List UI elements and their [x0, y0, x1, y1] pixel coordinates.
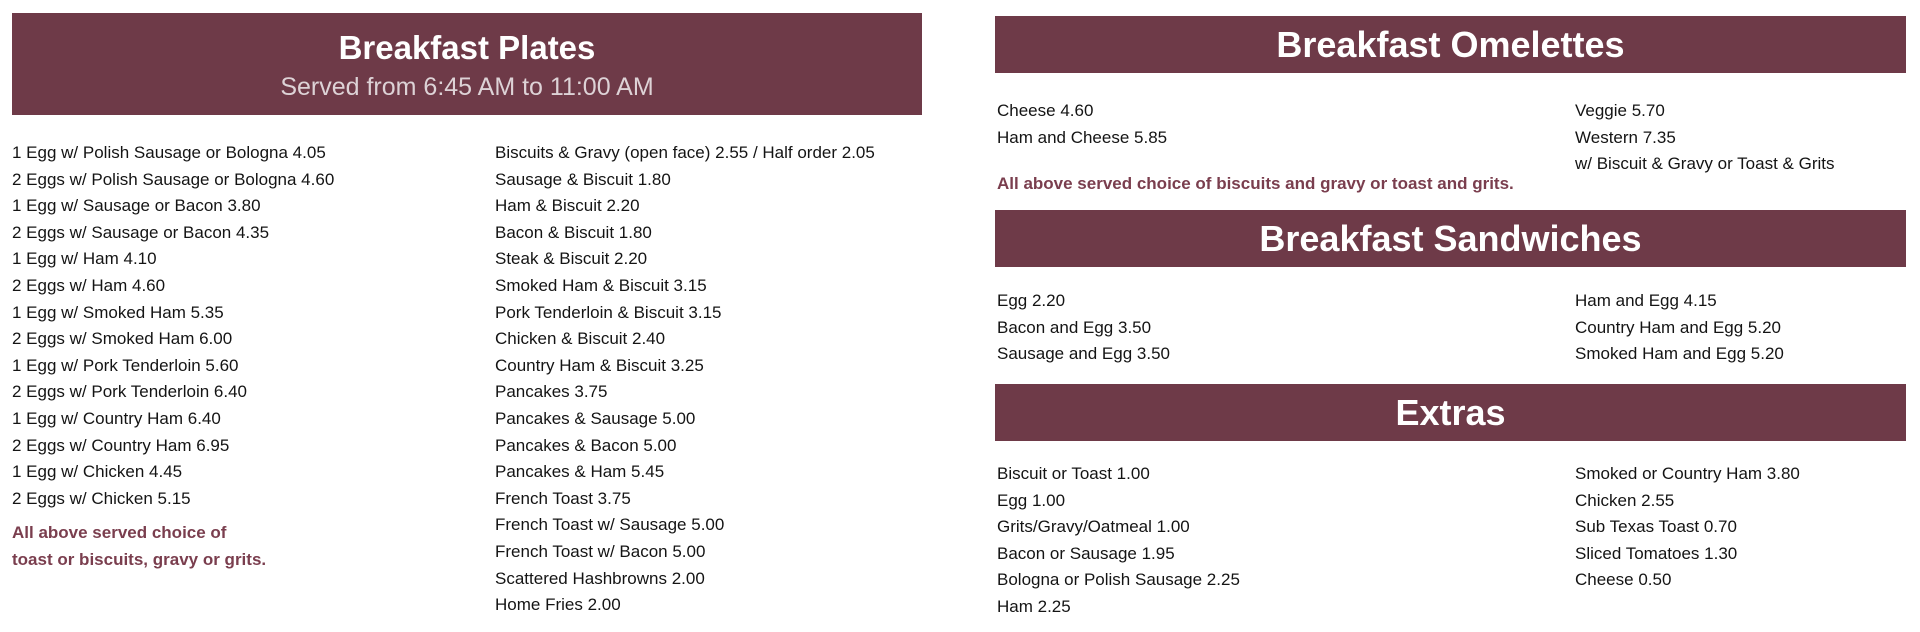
- sandwiches-column-2: [1575, 288, 1784, 368]
- menu-item: Sliced Tomatoes 1.30: [1575, 543, 1738, 563]
- menu-item: 2 Eggs w/ Chicken 5.15: [12, 488, 191, 508]
- breakfast-omelettes-title: Breakfast Omelettes: [1276, 24, 1625, 65]
- menu-item: 2 Eggs w/ Polish Sausage or Bologna 4.60: [12, 169, 335, 189]
- menu-item: 1 Egg w/ Smoked Ham 5.35: [12, 302, 224, 322]
- breakfast-plates-title: Breakfast Plates: [338, 29, 596, 66]
- menu-item: w/ Biscuit & Gravy or Toast & Grits: [1575, 154, 1835, 174]
- plates-column-2: [495, 140, 875, 619]
- breakfast-sandwiches-header-band: [995, 210, 1906, 267]
- menu-item: Egg 2.20: [997, 291, 1066, 310]
- menu-item: Western 7.35: [1575, 127, 1676, 147]
- menu-item: 1 Egg w/ Country Ham 6.40: [12, 408, 221, 428]
- menu-item: Chicken & Biscuit 2.40: [495, 329, 666, 349]
- menu-item: 2 Eggs w/ Pork Tenderloin 6.40: [12, 382, 247, 402]
- menu-item: French Toast 3.75: [495, 488, 631, 508]
- menu-item: Smoked Ham & Biscuit 3.15: [495, 275, 707, 295]
- menu-item: Home Fries 2.00: [495, 595, 621, 615]
- menu-item: 2 Eggs w/ Smoked Ham 6.00: [12, 329, 233, 349]
- menu-item: Pork Tenderloin & Biscuit 3.15: [495, 302, 722, 322]
- menu-item: Bacon & Biscuit 1.80: [495, 222, 652, 242]
- menu-item: Pancakes & Ham 5.45: [495, 462, 665, 482]
- extras-column-1: [997, 461, 1240, 621]
- plates-footnote-line-2: toast or biscuits, gravy or grits.: [12, 550, 267, 569]
- menu-item: Smoked Ham and Egg 5.20: [1575, 344, 1784, 364]
- menu-item: 2 Eggs w/ Ham 4.60: [12, 275, 166, 295]
- menu-item: Veggie 5.70: [1575, 101, 1665, 120]
- omelettes-column-1: [997, 98, 1167, 151]
- menu-item: 2 Eggs w/ Sausage or Bacon 4.35: [12, 222, 270, 242]
- menu-item: Sausage & Biscuit 1.80: [495, 169, 671, 189]
- menu-item: French Toast w/ Bacon 5.00: [495, 541, 706, 561]
- plates-column-1: [12, 140, 334, 512]
- plates-footnote: [12, 519, 266, 573]
- menu-item: Sub Texas Toast 0.70: [1575, 517, 1737, 537]
- menu-item: 2 Eggs w/ Country Ham 6.95: [12, 435, 230, 455]
- menu-item: Country Ham & Biscuit 3.25: [495, 355, 704, 375]
- menu-item: Scattered Hashbrowns 2.00: [495, 568, 705, 588]
- menu-item: Cheese 4.60: [997, 101, 1094, 120]
- menu-item: Egg 1.00: [997, 490, 1066, 510]
- menu-item: Bologna or Polish Sausage 2.25: [997, 570, 1240, 590]
- menu-item: Sausage and Egg 3.50: [997, 344, 1170, 364]
- menu-item: Bacon and Egg 3.50: [997, 317, 1152, 337]
- menu-item: Cheese 0.50: [1575, 570, 1672, 590]
- menu-item: Biscuits & Gravy (open face) 2.55 / Half order 2.05: [495, 143, 875, 162]
- menu-item: Ham & Biscuit 2.20: [495, 196, 640, 216]
- plates-footnote-line-1: All above served choice of: [12, 523, 227, 542]
- breakfast-plates-header-band: [12, 13, 922, 115]
- extras-header-band: [995, 384, 1906, 441]
- menu-item: Chicken 2.55: [1575, 490, 1675, 510]
- menu-item: Pancakes 3.75: [495, 382, 608, 402]
- menu-item: Ham 2.25: [997, 596, 1071, 616]
- menu-item: Smoked or Country Ham 3.80: [1575, 464, 1800, 483]
- menu-item: 1 Egg w/ Pork Tenderloin 5.60: [12, 355, 239, 375]
- menu-item: 1 Egg w/ Ham 4.10: [12, 249, 157, 269]
- breakfast-plates-serving-hours: Served from 6:45 AM to 11:00 AM: [280, 73, 654, 101]
- menu-item: Country Ham and Egg 5.20: [1575, 317, 1782, 337]
- menu-item: Ham and Egg 4.15: [1575, 291, 1717, 310]
- extras-title: Extras: [1395, 392, 1506, 433]
- menu-item: Steak & Biscuit 2.20: [495, 249, 648, 269]
- menu-item: Pancakes & Sausage 5.00: [495, 408, 696, 428]
- menu-item: Ham and Cheese 5.85: [997, 127, 1168, 147]
- omelettes-footnote: All above served choice of biscuits and gravy or toast and grits.: [997, 174, 1514, 193]
- menu-item: 1 Egg w/ Sausage or Bacon 3.80: [12, 196, 261, 216]
- menu-item: Pancakes & Bacon 5.00: [495, 435, 677, 455]
- sandwiches-column-1: [997, 288, 1170, 368]
- menu-item: Grits/Gravy/Oatmeal 1.00: [997, 517, 1190, 537]
- menu-item: Biscuit or Toast 1.00: [997, 464, 1150, 483]
- omelettes-column-2: [1575, 98, 1834, 178]
- breakfast-sandwiches-title: Breakfast Sandwiches: [1259, 218, 1642, 259]
- extras-column-2: [1575, 461, 1800, 594]
- menu-item: 1 Egg w/ Chicken 4.45: [12, 462, 183, 482]
- menu-item: Bacon or Sausage 1.95: [997, 543, 1175, 563]
- menu-item: 1 Egg w/ Polish Sausage or Bologna 4.05: [12, 143, 326, 162]
- menu-item: French Toast w/ Sausage 5.00: [495, 515, 725, 535]
- breakfast-omelettes-header-band: [995, 16, 1906, 73]
